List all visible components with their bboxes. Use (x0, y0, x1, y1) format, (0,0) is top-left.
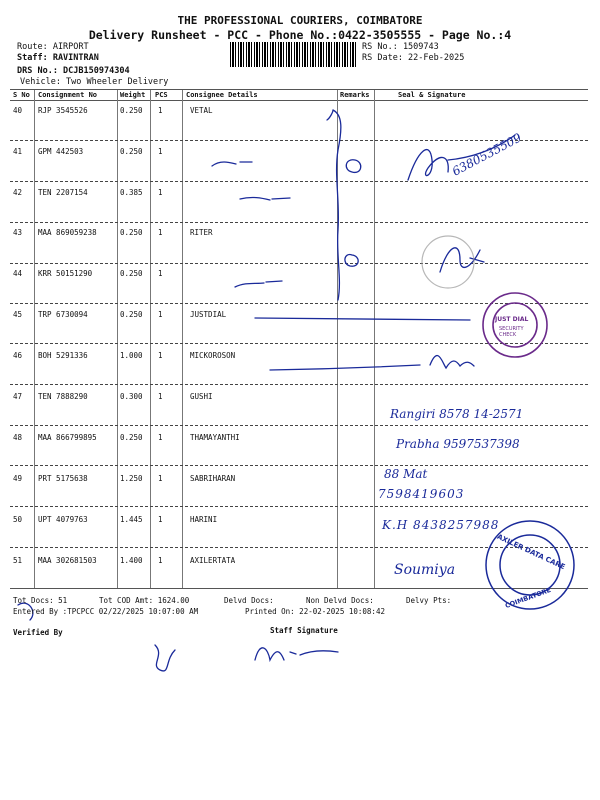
row-sno: 48 (13, 433, 23, 442)
verified-by: Verified By (13, 628, 63, 637)
row-weight: 1.445 (120, 515, 143, 524)
row-consignee: MICKOROSON (190, 351, 236, 360)
row-consignment: GPM 442503 (38, 147, 84, 156)
tot-docs: Tot Docs: 51 (13, 596, 68, 605)
row-pcs: 1 (158, 433, 163, 442)
security-check-text: SECURITY CHECK (499, 326, 524, 338)
row-consignee: GUSHI (190, 392, 213, 401)
row-weight: 0.250 (120, 228, 143, 237)
row-consignment: MAA 866799895 (38, 433, 97, 442)
vehicle: Vehicle: Two Wheeler Delivery (20, 77, 169, 87)
axiler-stamp-text: AXILER DATA CARE (495, 532, 567, 572)
row-sno: 47 (13, 392, 23, 401)
row-pcs: 1 (158, 392, 163, 401)
row-sno: 50 (13, 515, 23, 524)
handwriting-row51: Soumiya (394, 562, 456, 578)
rs-date: RS Date: 22-Feb-2025 (362, 53, 465, 63)
row-consignment: PRT 5175638 (38, 474, 88, 483)
handwriting-row50: K.H 8438257988 (382, 518, 500, 532)
row-pcs: 1 (158, 474, 163, 483)
row-pcs: 1 (158, 106, 163, 115)
svg-text:6380535509: 6380535509 (449, 130, 524, 179)
row-sno: 45 (13, 310, 23, 319)
row-consignee: AXILERTATA (190, 556, 236, 565)
entered-by: Entered By :TPCPCC 02/22/2025 10:07:00 AM (13, 607, 199, 616)
svg-text:Rangiri 8578 14-2571: Rangiri 8578 14-2571 (390, 407, 524, 421)
printed-on: Printed On: 22-02-2025 10:08:42 (245, 607, 385, 616)
row-weight: 0.300 (120, 392, 143, 401)
col-weight: Weight (120, 91, 146, 99)
col-sno: S No (13, 91, 30, 99)
row-consignment: KRR 50151290 (38, 269, 93, 278)
route: Route: AIRPORT (17, 42, 89, 52)
staff-signature: Staff Signature (270, 626, 338, 635)
row-sno: 43 (13, 228, 23, 237)
company-title: THE PROFESSIONAL COURIERS, COIMBATORE (177, 14, 423, 27)
row-weight: 0.250 (120, 147, 143, 156)
col-consignee: Consignee Details (186, 91, 258, 99)
row-pcs: 1 (158, 188, 163, 197)
row-pcs: 1 (158, 351, 163, 360)
row-sno: 41 (13, 147, 23, 156)
row-weight: 1.400 (120, 556, 143, 565)
row-consignment: BOH 5291336 (38, 351, 88, 360)
runsheet-subtitle: Delivery Runsheet - PCC - Phone No.:0422-3505555 - Page No.:4 (88, 28, 512, 42)
staff: Staff: RAVINTRAN (17, 53, 99, 63)
col-pcs: PCS (155, 91, 168, 99)
row-consignee: THAMAYANTHI (190, 433, 240, 442)
col-consignment: Consignment No (38, 91, 98, 99)
handwriting-row49a: 88 Mat (384, 467, 428, 481)
row-sno: 42 (13, 188, 23, 197)
row-weight: 1.250 (120, 474, 143, 483)
row-sno: 40 (13, 106, 23, 115)
row-pcs: 1 (158, 515, 163, 524)
row-consignment: TRP 6730094 (38, 310, 88, 319)
delvd-docs: Delvd Docs: (224, 596, 274, 605)
row-consignee: VETAL (190, 106, 213, 115)
row-weight: 1.000 (120, 351, 143, 360)
row-consignee: JUSTDIAL (190, 310, 227, 319)
justdial-stamp-text: JUST DIAL (495, 316, 529, 323)
row-sno: 46 (13, 351, 23, 360)
row-consignment: MAA 302681503 (38, 556, 97, 565)
row-sno: 51 (13, 556, 23, 565)
row-weight: 0.385 (120, 188, 143, 197)
row-pcs: 1 (158, 228, 163, 237)
col-remarks: Remarks (340, 91, 370, 99)
row-weight: 0.250 (120, 269, 143, 278)
handwriting-row48: Prabha 9597537398 (396, 437, 520, 451)
row-consignment: TEN 7888290 (38, 392, 88, 401)
tot-cod-amt: Tot COD Amt: 1624.00 (99, 596, 190, 605)
row-weight: 0.250 (120, 433, 143, 442)
col-seal-signature: Seal & Signature (398, 91, 466, 99)
row-consignment: TEN 2207154 (38, 188, 88, 197)
row-consignment: UPT 4079763 (38, 515, 88, 524)
row-pcs: 1 (158, 147, 163, 156)
row-consignee: SABRIHARAN (190, 474, 236, 483)
row-pcs: 1 (158, 556, 163, 565)
row-weight: 0.250 (120, 310, 143, 319)
justdial-stamp (483, 293, 547, 357)
row-weight: 0.250 (120, 106, 143, 115)
drs-number: DRS No.: DCJB150974304 (17, 66, 130, 76)
row-consignee: RITER (190, 228, 213, 237)
handwriting-row49b: 7598419603 (378, 487, 465, 501)
row-pcs: 1 (158, 310, 163, 319)
axiler-city-text: COIMBATORE (504, 586, 552, 610)
row-sno: 49 (13, 474, 23, 483)
non-delvd-docs: Non Delvd Docs: (306, 596, 374, 605)
row-pcs: 1 (158, 269, 163, 278)
delvy-pts: Delvy Pts: (406, 596, 452, 605)
rs-number: RS No.: 1509743 (362, 42, 439, 52)
row-consignee: HARINI (190, 515, 218, 524)
row-consignment: RJP 3545526 (38, 106, 88, 115)
row-consignment: MAA 869059238 (38, 228, 97, 237)
row-sno: 44 (13, 269, 23, 278)
